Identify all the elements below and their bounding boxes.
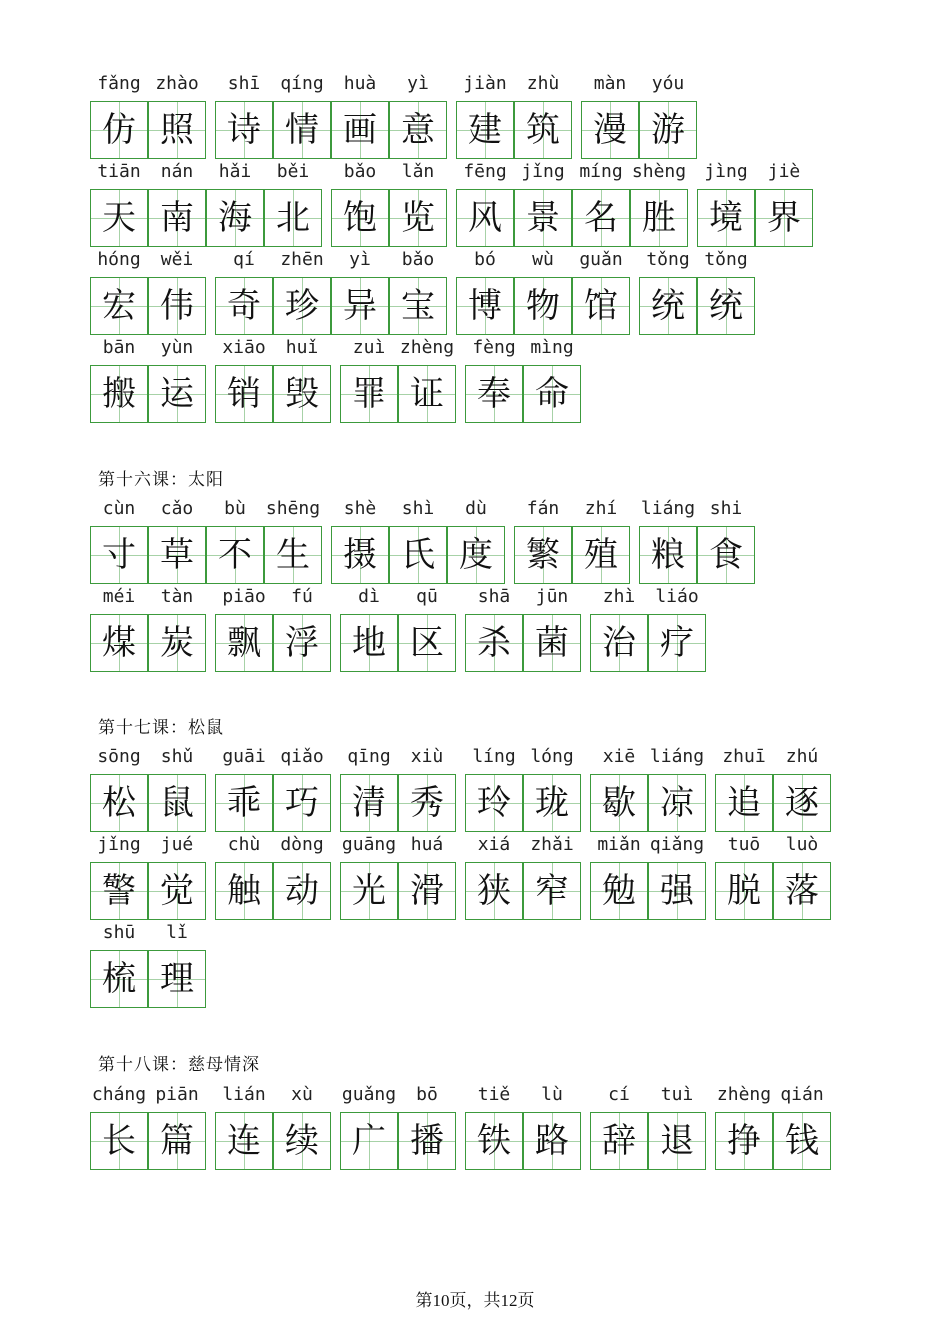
pinyin-label: zuì [352, 337, 386, 358]
pinyin-label: zhào [155, 73, 199, 94]
hanzi-cell: 治 [590, 614, 648, 672]
pinyin-label: jìng [704, 161, 748, 182]
hanzi-cell: 伟 [148, 277, 206, 335]
vocab-word [465, 334, 581, 424]
hanzi-cell: 疗 [648, 614, 706, 672]
vocab-word [331, 495, 505, 585]
hanzi-cell: 境 [697, 189, 755, 247]
hanzi-cell: 理 [148, 950, 206, 1008]
hanzi-cell: 仿 [90, 101, 148, 159]
hanzi-cell: 铁 [465, 1112, 523, 1170]
hanzi-cell: 北 [264, 189, 322, 247]
hanzi-cell: 景 [514, 189, 572, 247]
hanzi-cell: 览 [389, 189, 447, 247]
pinyin-label: lóng [530, 746, 574, 767]
vocab-word [715, 743, 831, 833]
vocab-word [90, 1081, 206, 1171]
vocab-word [340, 743, 456, 833]
hanzi-cell: 寸 [90, 526, 148, 584]
hanzi-cell: 繁 [514, 526, 572, 584]
pinyin-label: tàn [160, 586, 194, 607]
pinyin-label: bǎo [401, 249, 435, 270]
vocab-word [465, 583, 581, 673]
vocab-word [90, 919, 206, 1009]
pinyin-label: yóu [651, 73, 685, 94]
vocab-word [715, 831, 831, 921]
pinyin-label: fèng [472, 337, 516, 358]
hanzi-cell: 物 [514, 277, 572, 335]
vocab-word [90, 334, 206, 424]
pinyin-label: qiǎo [280, 746, 324, 767]
lesson-heading: 第十八课：慈母情深 [98, 1055, 260, 1075]
pinyin-label: hǎi [218, 161, 252, 182]
pinyin-label: fēng [463, 161, 507, 182]
hanzi-cell: 落 [773, 862, 831, 920]
hanzi-cell: 广 [340, 1112, 398, 1170]
pinyin-label: hóng [97, 249, 141, 270]
pinyin-label: dù [465, 498, 487, 519]
vocab-word [215, 70, 447, 160]
hanzi-cell: 海 [206, 189, 264, 247]
hanzi-cell: 筑 [514, 101, 572, 159]
hanzi-cell: 警 [90, 862, 148, 920]
vocab-word [90, 743, 206, 833]
hanzi-cell: 草 [148, 526, 206, 584]
vocab-word [90, 583, 206, 673]
hanzi-cell: 游 [639, 101, 697, 159]
hanzi-cell: 名 [572, 189, 630, 247]
pinyin-label: xiá [477, 834, 511, 855]
vocab-word [340, 583, 456, 673]
page-footer: 第10页，共12页 [415, 1291, 535, 1310]
hanzi-cell: 狭 [465, 862, 523, 920]
pinyin-label: piān [155, 1084, 199, 1105]
hanzi-cell: 强 [648, 862, 706, 920]
hanzi-cell: 意 [389, 101, 447, 159]
pinyin-label: jiè [767, 161, 801, 182]
pinyin-label: míng [579, 161, 623, 182]
hanzi-cell: 粮 [639, 526, 697, 584]
pinyin-label: shǔ [160, 746, 194, 767]
pinyin-label: zhèng [399, 337, 455, 358]
pinyin-label: guǎn [579, 249, 623, 270]
hanzi-cell: 宝 [389, 277, 447, 335]
hanzi-cell: 松 [90, 774, 148, 832]
hanzi-cell: 销 [215, 365, 273, 423]
pinyin-label: yì [349, 249, 371, 270]
pinyin-label: zhèng [716, 1084, 772, 1105]
hanzi-cell: 命 [523, 365, 581, 423]
hanzi-cell: 奇 [215, 277, 273, 335]
hanzi-cell: 路 [523, 1112, 581, 1170]
hanzi-cell: 玲 [465, 774, 523, 832]
vocab-word [465, 1081, 581, 1171]
pinyin-label: qīng [347, 746, 391, 767]
lesson-heading: 第十七课：松鼠 [98, 718, 224, 738]
vocab-word [456, 70, 572, 160]
pinyin-label: huá [410, 834, 444, 855]
vocab-word [215, 583, 331, 673]
hanzi-cell: 歇 [590, 774, 648, 832]
pinyin-label: qū [416, 586, 438, 607]
hanzi-cell: 秀 [398, 774, 456, 832]
pinyin-label: jūn [535, 586, 569, 607]
hanzi-cell: 退 [648, 1112, 706, 1170]
hanzi-cell: 巧 [273, 774, 331, 832]
hanzi-cell: 珑 [523, 774, 581, 832]
hanzi-cell: 照 [148, 101, 206, 159]
pinyin-label: shēng [265, 498, 321, 519]
vocab-word [639, 495, 755, 585]
vocab-word [90, 495, 322, 585]
hanzi-cell: 不 [206, 526, 264, 584]
pinyin-label: wù [532, 249, 554, 270]
pinyin-label: shī [227, 73, 261, 94]
hanzi-cell: 证 [398, 365, 456, 423]
pinyin-label: luò [785, 834, 819, 855]
pinyin-label: bó [474, 249, 496, 270]
hanzi-cell: 飘 [215, 614, 273, 672]
pinyin-label: cǎo [160, 498, 194, 519]
pinyin-label: qián [780, 1084, 824, 1105]
pinyin-label: zhuī [722, 746, 766, 767]
hanzi-cell: 地 [340, 614, 398, 672]
hanzi-cell: 胜 [630, 189, 688, 247]
hanzi-cell: 长 [90, 1112, 148, 1170]
hanzi-cell: 窄 [523, 862, 581, 920]
pinyin-label: wěi [160, 249, 194, 270]
vocab-word [215, 246, 447, 336]
hanzi-cell: 篇 [148, 1112, 206, 1170]
lesson-heading: 第十六课：太阳 [98, 470, 224, 490]
vocab-word [465, 831, 581, 921]
hanzi-cell: 珍 [273, 277, 331, 335]
hanzi-cell: 奉 [465, 365, 523, 423]
pinyin-label: màn [593, 73, 627, 94]
pinyin-label: shè [343, 498, 377, 519]
hanzi-cell: 觉 [148, 862, 206, 920]
hanzi-cell: 风 [456, 189, 514, 247]
pinyin-label: dòng [280, 834, 324, 855]
hanzi-cell: 滑 [398, 862, 456, 920]
vocab-word [331, 158, 447, 248]
hanzi-cell: 宏 [90, 277, 148, 335]
pinyin-label: guāng [341, 834, 397, 855]
vocab-word [590, 1081, 706, 1171]
pinyin-label: fǎng [97, 73, 141, 94]
pinyin-label: lǐ [166, 922, 188, 943]
hanzi-cell: 氏 [389, 526, 447, 584]
hanzi-cell: 追 [715, 774, 773, 832]
pinyin-label: shì [401, 498, 435, 519]
hanzi-cell: 勉 [590, 862, 648, 920]
pinyin-label: jiàn [463, 73, 507, 94]
vocab-word [215, 743, 331, 833]
hanzi-cell: 梳 [90, 950, 148, 1008]
hanzi-cell: 动 [273, 862, 331, 920]
hanzi-cell: 鼠 [148, 774, 206, 832]
pinyin-label: piāo [222, 586, 266, 607]
pinyin-label: huǐ [285, 337, 319, 358]
hanzi-cell: 画 [331, 101, 389, 159]
pinyin-label: shū [102, 922, 136, 943]
hanzi-cell: 逐 [773, 774, 831, 832]
pinyin-label: jǐng [97, 834, 141, 855]
pinyin-label: liáng [640, 498, 696, 519]
pinyin-label: zhì [602, 586, 636, 607]
pinyin-label: yì [407, 73, 429, 94]
hanzi-cell: 菌 [523, 614, 581, 672]
vocab-word [590, 743, 706, 833]
hanzi-cell: 生 [264, 526, 322, 584]
vocab-word [697, 158, 813, 248]
pinyin-label: lián [222, 1084, 266, 1105]
vocab-word [215, 1081, 331, 1171]
hanzi-cell: 摄 [331, 526, 389, 584]
hanzi-cell: 搬 [90, 365, 148, 423]
pinyin-label: fú [291, 586, 313, 607]
hanzi-cell: 漫 [581, 101, 639, 159]
pinyin-label: cí [608, 1084, 630, 1105]
hanzi-cell: 续 [273, 1112, 331, 1170]
pinyin-label: zhǎi [530, 834, 574, 855]
hanzi-cell: 毁 [273, 365, 331, 423]
hanzi-cell: 统 [639, 277, 697, 335]
vocab-word [456, 246, 630, 336]
pinyin-label: shèng [631, 161, 687, 182]
vocab-word [581, 70, 697, 160]
pinyin-label: huà [343, 73, 377, 94]
hanzi-cell: 食 [697, 526, 755, 584]
vocab-word [90, 158, 322, 248]
pinyin-label: shi [709, 498, 743, 519]
pinyin-label: tiān [97, 161, 141, 182]
hanzi-cell: 统 [697, 277, 755, 335]
pinyin-label: liáng [649, 746, 705, 767]
pinyin-label: xiù [410, 746, 444, 767]
vocab-word [639, 246, 755, 336]
pinyin-label: tuì [660, 1084, 694, 1105]
vocab-word [340, 1081, 456, 1171]
pinyin-label: yùn [160, 337, 194, 358]
pinyin-label: liáo [655, 586, 699, 607]
hanzi-cell: 乖 [215, 774, 273, 832]
pinyin-label: guāi [222, 746, 266, 767]
hanzi-cell: 界 [755, 189, 813, 247]
pinyin-label: sōng [97, 746, 141, 767]
pinyin-label: miǎn [597, 834, 641, 855]
pinyin-label: cháng [91, 1084, 147, 1105]
hanzi-cell: 挣 [715, 1112, 773, 1170]
pinyin-label: qiǎng [649, 834, 705, 855]
vocab-word [215, 831, 331, 921]
pinyin-label: shā [477, 586, 511, 607]
hanzi-cell: 运 [148, 365, 206, 423]
vocab-word [340, 831, 456, 921]
pinyin-label: lù [541, 1084, 563, 1105]
hanzi-cell: 连 [215, 1112, 273, 1170]
hanzi-cell: 天 [90, 189, 148, 247]
vocab-word [456, 158, 688, 248]
hanzi-cell: 炭 [148, 614, 206, 672]
vocab-word [465, 743, 581, 833]
vocab-word [90, 70, 206, 160]
hanzi-cell: 清 [340, 774, 398, 832]
pinyin-label: mìng [530, 337, 574, 358]
hanzi-cell: 杀 [465, 614, 523, 672]
pinyin-label: tǒng [646, 249, 690, 270]
pinyin-label: xù [291, 1084, 313, 1105]
vocab-word [715, 1081, 831, 1171]
hanzi-cell: 触 [215, 862, 273, 920]
pinyin-label: xiāo [222, 337, 266, 358]
hanzi-cell: 馆 [572, 277, 630, 335]
hanzi-cell: 区 [398, 614, 456, 672]
pinyin-label: qíng [280, 73, 324, 94]
pinyin-label: zhù [526, 73, 560, 94]
pinyin-label: xiē [602, 746, 636, 767]
vocab-word [90, 831, 206, 921]
hanzi-cell: 情 [273, 101, 331, 159]
pinyin-label: bǎo [343, 161, 377, 182]
pinyin-label: tǒng [704, 249, 748, 270]
pinyin-label: tiě [477, 1084, 511, 1105]
hanzi-cell: 异 [331, 277, 389, 335]
pinyin-label: guǎng [341, 1084, 397, 1105]
pinyin-label: qí [233, 249, 255, 270]
hanzi-cell: 煤 [90, 614, 148, 672]
hanzi-cell: 诗 [215, 101, 273, 159]
pinyin-label: bù [224, 498, 246, 519]
hanzi-cell: 钱 [773, 1112, 831, 1170]
vocab-word [590, 583, 706, 673]
vocab-word [590, 831, 706, 921]
vocab-word [514, 495, 630, 585]
pinyin-label: jué [160, 834, 194, 855]
pinyin-label: zhēn [280, 249, 324, 270]
pinyin-label: nán [160, 161, 194, 182]
vocab-word [340, 334, 456, 424]
pinyin-label: tuō [727, 834, 761, 855]
pinyin-label: zhú [785, 746, 819, 767]
hanzi-cell: 博 [456, 277, 514, 335]
pinyin-label: líng [472, 746, 516, 767]
pinyin-label: méi [102, 586, 136, 607]
hanzi-cell: 光 [340, 862, 398, 920]
vocab-word [90, 246, 206, 336]
pinyin-label: cùn [102, 498, 136, 519]
hanzi-cell: 南 [148, 189, 206, 247]
hanzi-cell: 度 [447, 526, 505, 584]
pinyin-label: lǎn [401, 161, 435, 182]
hanzi-cell: 辞 [590, 1112, 648, 1170]
pinyin-label: běi [276, 161, 310, 182]
vocab-word [215, 334, 331, 424]
pinyin-label: jǐng [521, 161, 565, 182]
hanzi-cell: 饱 [331, 189, 389, 247]
hanzi-cell: 建 [456, 101, 514, 159]
hanzi-cell: 脱 [715, 862, 773, 920]
hanzi-cell: 浮 [273, 614, 331, 672]
pinyin-label: bān [102, 337, 136, 358]
hanzi-cell: 殖 [572, 526, 630, 584]
pinyin-label: fán [526, 498, 560, 519]
hanzi-cell: 凉 [648, 774, 706, 832]
pinyin-label: chù [227, 834, 261, 855]
hanzi-cell: 播 [398, 1112, 456, 1170]
hanzi-cell: 罪 [340, 365, 398, 423]
pinyin-label: bō [416, 1084, 438, 1105]
pinyin-label: zhí [584, 498, 618, 519]
pinyin-label: dì [358, 586, 380, 607]
